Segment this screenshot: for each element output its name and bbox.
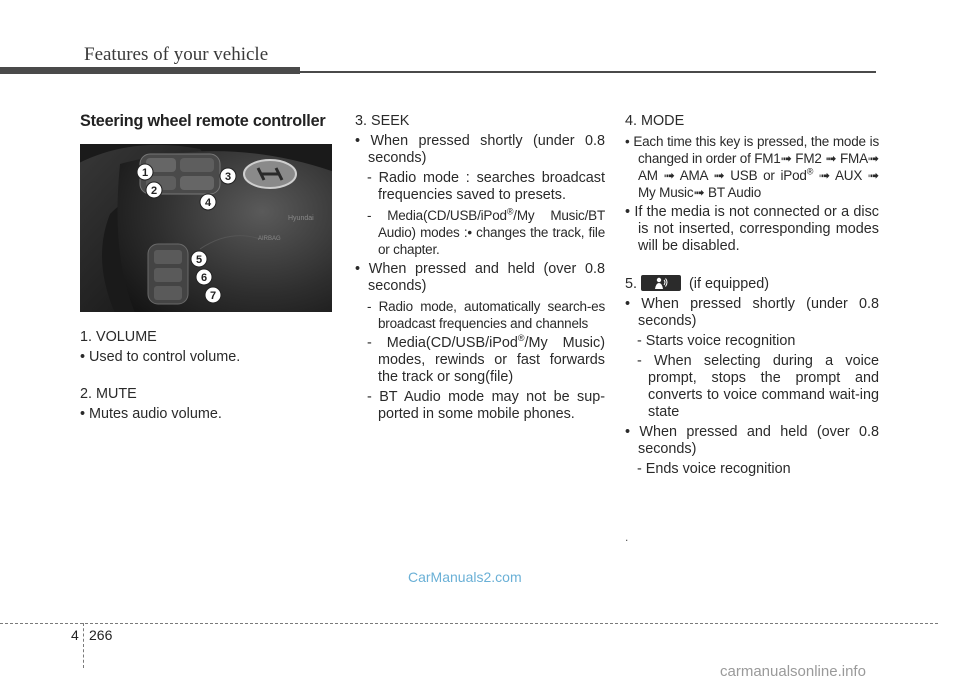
- item-2-bullet: • Mutes audio volume.: [80, 406, 222, 422]
- item-3-dash-5: - BT Audio mode may not be sup-ported in some mobile phones.: [367, 389, 605, 422]
- item-4-title: 4. MODE: [625, 113, 685, 129]
- item-5-bullet-1: • When pressed shortly (under 0.8 seconds): [625, 296, 879, 329]
- header-bar: [0, 67, 300, 74]
- footer-divider: [83, 623, 84, 668]
- steering-wheel-figure: [80, 144, 332, 312]
- steering-wheel-illustration: [80, 144, 332, 312]
- column-3: [625, 113, 879, 478]
- item-5-bullet-2: • When pressed and held (over 0.8 seconds): [625, 424, 879, 457]
- section-heading: Steering wheel remote controller: [80, 112, 326, 130]
- item-3-bullet-2: • When pressed and held (over 0.8 seconds): [355, 261, 605, 294]
- callout-1: 1: [141, 167, 149, 179]
- item-4-bullet-2: • If the media is not connected or a disc is not inserted, corresponding modes will be disabled.: [625, 204, 879, 254]
- item-1-title: 1. VOLUME: [80, 329, 157, 345]
- page-number: 266: [89, 627, 113, 643]
- callout-4: 4: [204, 197, 212, 209]
- footer-watermark: carmanualsonline.info: [720, 663, 866, 680]
- item-1-bullet: • Used to control volume.: [80, 349, 241, 365]
- item-3-bullet-1: • When pressed shortly (under 0.8 seconds): [355, 133, 605, 166]
- item-4-bullet-1: • Each time this key is pressed, the mode is changed in order of FM1➟ FM2 ➟ FMA➟ AM ➟ AMA ➟ USB or iPod® ➟ AUX ➟ My Music➟ BT Audio: [625, 134, 879, 200]
- footer-rule: [0, 623, 938, 624]
- watermark-link[interactable]: CarManuals2.com: [408, 569, 522, 585]
- header-rule: [300, 71, 876, 73]
- item-3-dash-1: - Radio mode : searches broadcast frequencies saved to presets.: [367, 170, 605, 203]
- item-3-dash-2: - Media(CD/USB/iPod®/My Music/BT Audio) modes :• changes the track, file or chapter.: [367, 206, 605, 257]
- item-5-title: 5. (if equipped): [625, 276, 770, 292]
- wheel-airbag-text: AIRBAG: [258, 236, 281, 242]
- callout-7: 7: [209, 290, 217, 302]
- item-5-dash-1: - Starts voice recognition: [637, 333, 796, 349]
- callout-2: 2: [150, 185, 158, 197]
- callout-3: 3: [224, 171, 232, 183]
- page-header-title: Features of your vehicle: [84, 44, 269, 65]
- item-3-dash-4: - Media(CD/USB/iPod®/My Music) modes, rewinds or fast forwards the track or song(file): [367, 333, 605, 385]
- item-3-dash-3: - Radio mode, automatically search-es broadcast frequencies and channels: [367, 299, 605, 331]
- column-2: [355, 113, 605, 423]
- stray-dot: .: [625, 530, 629, 544]
- item-5-dash-2: - When selecting during a voice prompt, stops the prompt and converts to voice command wait-ing state: [637, 353, 879, 420]
- item-3-title: 3. SEEK: [355, 113, 410, 129]
- chapter-number: 4: [71, 627, 79, 643]
- item-5-dash-3: - Ends voice recognition: [637, 461, 791, 477]
- callout-5: 5: [195, 254, 203, 266]
- column-1: [80, 113, 334, 423]
- item-2-title: 2. MUTE: [80, 386, 137, 402]
- callout-6: 6: [200, 272, 208, 284]
- voice-recognition-icon: [641, 275, 681, 291]
- wheel-brand-text: Hyundai: [288, 215, 314, 222]
